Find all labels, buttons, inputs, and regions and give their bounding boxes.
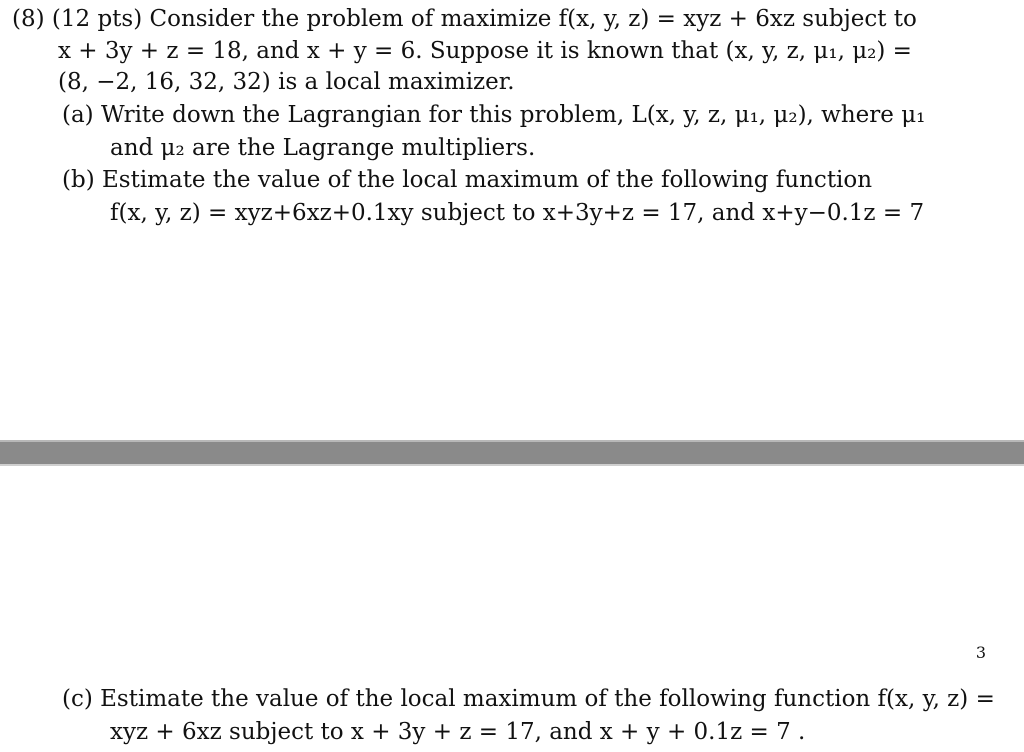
part-c-line-2: xyz + 6xz subject to x + 3y + z = 17, and x + y + 0.1z = 7 . [110,719,806,745]
part-b-line-2: f(x, y, z) = xyz+6xz+0.1xy subject to x+3y+z = 17, and x+y−0.1z = 7 [110,200,925,226]
page-number: 3 [975,643,986,662]
part-c-line-1: (c) Estimate the value of the local maximum of the following function f(x, y, z) = [62,686,995,712]
page-separator [0,440,1024,466]
problem-statement-line-3: (8, −2, 16, 32, 32) is a local maximizer. [58,69,515,95]
problem-statement-line-2: x + 3y + z = 18, and x + y = 6. Suppose it is known that (x, y, z, μ₁, μ₂) = [58,38,912,64]
part-b-line-1: (b) Estimate the value of the local maximum of the following function [62,167,873,193]
part-a-line-1: (a) Write down the Lagrangian for this problem, L(x, y, z, μ₁, μ₂), where μ₁ [62,102,926,128]
problem-statement-line-1: (8) (12 pts) Consider the problem of maximize f(x, y, z) = xyz + 6xz subject to [12,6,917,32]
part-a-line-2: and μ₂ are the Lagrange multipliers. [110,135,536,161]
